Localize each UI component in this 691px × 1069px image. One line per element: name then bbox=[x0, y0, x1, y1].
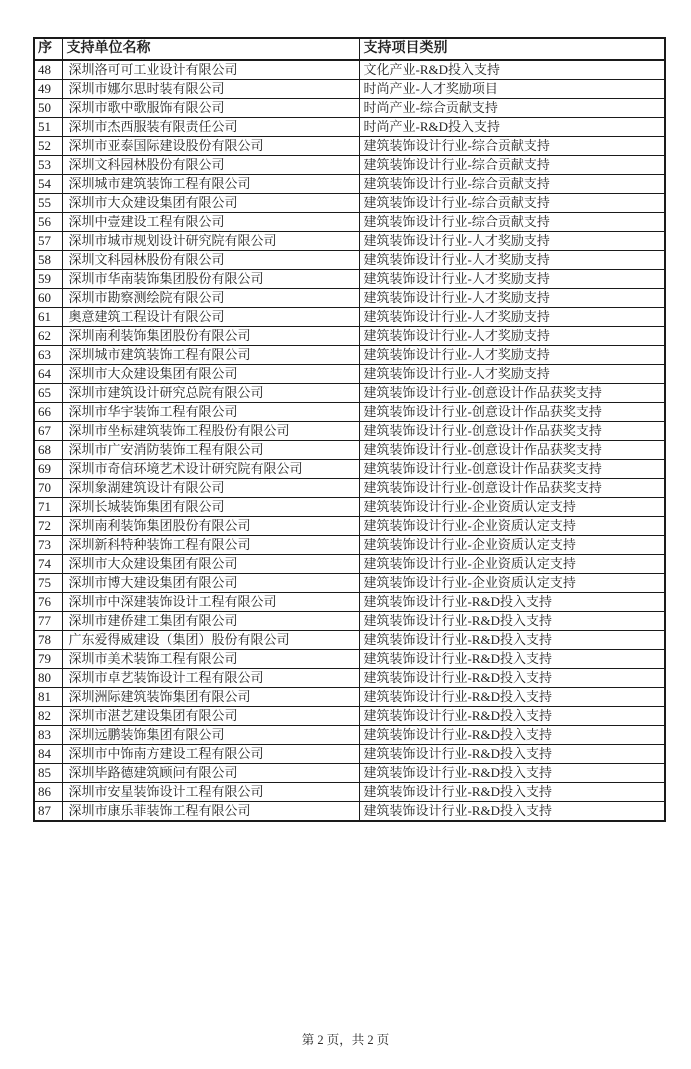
cell-no: 56 bbox=[34, 213, 62, 232]
cell-no: 69 bbox=[34, 460, 62, 479]
table-row bbox=[34, 479, 665, 498]
cell-no: 74 bbox=[34, 555, 62, 574]
table-row bbox=[34, 517, 665, 536]
cell-name: 深圳市中深建装饰设计工程有限公司 bbox=[62, 593, 359, 612]
table-row bbox=[34, 289, 665, 308]
support-units-table bbox=[33, 37, 666, 822]
cell-no: 79 bbox=[34, 650, 62, 669]
cell-no: 68 bbox=[34, 441, 62, 460]
cell-no: 77 bbox=[34, 612, 62, 631]
cell-name: 深圳市大众建设集团有限公司 bbox=[62, 365, 359, 384]
cell-name: 深圳毕路德建筑顾问有限公司 bbox=[62, 764, 359, 783]
cell-no: 52 bbox=[34, 137, 62, 156]
cell-no: 61 bbox=[34, 308, 62, 327]
cell-no: 86 bbox=[34, 783, 62, 802]
cell-no: 58 bbox=[34, 251, 62, 270]
table-row bbox=[34, 441, 665, 460]
cell-category: 建筑装饰设计行业-创意设计作品获奖支持 bbox=[359, 441, 665, 460]
table-header-row bbox=[34, 38, 665, 60]
cell-category: 建筑装饰设计行业-R&D投入支持 bbox=[359, 593, 665, 612]
cell-name: 深圳市建筑设计研究总院有限公司 bbox=[62, 384, 359, 403]
table-row bbox=[34, 764, 665, 783]
col-header-no: 序 bbox=[34, 38, 62, 60]
cell-name: 深圳市大众建设集团有限公司 bbox=[62, 555, 359, 574]
page-footer: 第 2 页，共 2 页 bbox=[301, 1033, 390, 1047]
cell-no: 82 bbox=[34, 707, 62, 726]
cell-name: 深圳市勘察测绘院有限公司 bbox=[62, 289, 359, 308]
table-row bbox=[34, 99, 665, 118]
table-row bbox=[34, 118, 665, 137]
cell-no: 51 bbox=[34, 118, 62, 137]
table-row bbox=[34, 422, 665, 441]
cell-category: 建筑装饰设计行业-人才奖励支持 bbox=[359, 289, 665, 308]
table-row bbox=[34, 251, 665, 270]
cell-category: 建筑装饰设计行业-综合贡献支持 bbox=[359, 213, 665, 232]
cell-no: 72 bbox=[34, 517, 62, 536]
cell-category: 建筑装饰设计行业-R&D投入支持 bbox=[359, 688, 665, 707]
table-row bbox=[34, 783, 665, 802]
table-row bbox=[34, 669, 665, 688]
table-row bbox=[34, 536, 665, 555]
cell-name: 深圳市卓艺装饰设计工程有限公司 bbox=[62, 669, 359, 688]
cell-no: 87 bbox=[34, 802, 62, 822]
cell-name: 深圳市美术装饰工程有限公司 bbox=[62, 650, 359, 669]
cell-category: 建筑装饰设计行业-创意设计作品获奖支持 bbox=[359, 460, 665, 479]
col-header-category: 支持项目类别 bbox=[359, 38, 665, 60]
cell-name: 深圳洛可可工业设计有限公司 bbox=[62, 60, 359, 80]
cell-name: 深圳市中饰南方建设工程有限公司 bbox=[62, 745, 359, 764]
cell-no: 57 bbox=[34, 232, 62, 251]
table-row bbox=[34, 346, 665, 365]
cell-name: 深圳市安星装饰设计工程有限公司 bbox=[62, 783, 359, 802]
cell-category: 建筑装饰设计行业-人才奖励支持 bbox=[359, 270, 665, 289]
cell-no: 65 bbox=[34, 384, 62, 403]
cell-name: 广东爱得威建设（集团）股份有限公司 bbox=[62, 631, 359, 650]
cell-category: 建筑装饰设计行业-R&D投入支持 bbox=[359, 650, 665, 669]
table-row bbox=[34, 612, 665, 631]
cell-no: 73 bbox=[34, 536, 62, 555]
cell-category: 建筑装饰设计行业-人才奖励支持 bbox=[359, 327, 665, 346]
cell-no: 49 bbox=[34, 80, 62, 99]
table-row bbox=[34, 156, 665, 175]
table-row bbox=[34, 270, 665, 289]
cell-category: 建筑装饰设计行业-R&D投入支持 bbox=[359, 764, 665, 783]
cell-name: 深圳远鹏装饰集团有限公司 bbox=[62, 726, 359, 745]
cell-no: 67 bbox=[34, 422, 62, 441]
cell-category: 时尚产业-综合贡献支持 bbox=[359, 99, 665, 118]
cell-category: 建筑装饰设计行业-人才奖励支持 bbox=[359, 308, 665, 327]
table-row bbox=[34, 137, 665, 156]
cell-no: 78 bbox=[34, 631, 62, 650]
cell-no: 55 bbox=[34, 194, 62, 213]
cell-no: 76 bbox=[34, 593, 62, 612]
cell-no: 63 bbox=[34, 346, 62, 365]
cell-name: 深圳南利装饰集团股份有限公司 bbox=[62, 517, 359, 536]
cell-category: 建筑装饰设计行业-R&D投入支持 bbox=[359, 669, 665, 688]
cell-name: 深圳中壹建设工程有限公司 bbox=[62, 213, 359, 232]
cell-name: 深圳市亚泰国际建设股份有限公司 bbox=[62, 137, 359, 156]
table-row bbox=[34, 384, 665, 403]
cell-name: 深圳市建侨建工集团有限公司 bbox=[62, 612, 359, 631]
table-row bbox=[34, 574, 665, 593]
cell-no: 81 bbox=[34, 688, 62, 707]
cell-name: 深圳市奇信环境艺术设计研究院有限公司 bbox=[62, 460, 359, 479]
cell-category: 文化产业-R&D投入支持 bbox=[359, 60, 665, 80]
table-row bbox=[34, 232, 665, 251]
cell-category: 建筑装饰设计行业-R&D投入支持 bbox=[359, 612, 665, 631]
table-row bbox=[34, 213, 665, 232]
cell-category: 建筑装饰设计行业-R&D投入支持 bbox=[359, 745, 665, 764]
cell-no: 50 bbox=[34, 99, 62, 118]
cell-name: 深圳市歌中歌服饰有限公司 bbox=[62, 99, 359, 118]
cell-category: 建筑装饰设计行业-R&D投入支持 bbox=[359, 726, 665, 745]
table-row bbox=[34, 650, 665, 669]
table-row bbox=[34, 707, 665, 726]
cell-category: 建筑装饰设计行业-综合贡献支持 bbox=[359, 156, 665, 175]
cell-no: 84 bbox=[34, 745, 62, 764]
cell-name: 深圳市湛艺建设集团有限公司 bbox=[62, 707, 359, 726]
cell-category: 建筑装饰设计行业-R&D投入支持 bbox=[359, 707, 665, 726]
cell-name: 深圳文科园林股份有限公司 bbox=[62, 156, 359, 175]
table-row bbox=[34, 365, 665, 384]
cell-name: 深圳文科园林股份有限公司 bbox=[62, 251, 359, 270]
cell-name: 深圳新科特种装饰工程有限公司 bbox=[62, 536, 359, 555]
cell-category: 建筑装饰设计行业-创意设计作品获奖支持 bbox=[359, 422, 665, 441]
cell-category: 建筑装饰设计行业-人才奖励支持 bbox=[359, 346, 665, 365]
table-row bbox=[34, 460, 665, 479]
cell-name: 深圳城市建筑装饰工程有限公司 bbox=[62, 175, 359, 194]
table-row bbox=[34, 745, 665, 764]
table-row bbox=[34, 175, 665, 194]
cell-category: 时尚产业-R&D投入支持 bbox=[359, 118, 665, 137]
cell-no: 75 bbox=[34, 574, 62, 593]
cell-no: 85 bbox=[34, 764, 62, 783]
cell-category: 建筑装饰设计行业-企业资质认定支持 bbox=[359, 555, 665, 574]
cell-category: 建筑装饰设计行业-R&D投入支持 bbox=[359, 783, 665, 802]
table-body bbox=[34, 60, 665, 821]
cell-category: 建筑装饰设计行业-创意设计作品获奖支持 bbox=[359, 403, 665, 422]
cell-name: 深圳洲际建筑装饰集团有限公司 bbox=[62, 688, 359, 707]
cell-category: 建筑装饰设计行业-企业资质认定支持 bbox=[359, 498, 665, 517]
table-row bbox=[34, 327, 665, 346]
cell-no: 64 bbox=[34, 365, 62, 384]
cell-no: 54 bbox=[34, 175, 62, 194]
cell-name: 深圳城市建筑装饰工程有限公司 bbox=[62, 346, 359, 365]
cell-name: 深圳市广安消防装饰工程有限公司 bbox=[62, 441, 359, 460]
table-row bbox=[34, 688, 665, 707]
cell-no: 62 bbox=[34, 327, 62, 346]
cell-category: 建筑装饰设计行业-创意设计作品获奖支持 bbox=[359, 384, 665, 403]
cell-category: 建筑装饰设计行业-人才奖励支持 bbox=[359, 365, 665, 384]
cell-category: 建筑装饰设计行业-人才奖励支持 bbox=[359, 232, 665, 251]
cell-name: 深圳象湖建筑设计有限公司 bbox=[62, 479, 359, 498]
cell-no: 70 bbox=[34, 479, 62, 498]
cell-no: 66 bbox=[34, 403, 62, 422]
table-row bbox=[34, 80, 665, 99]
cell-category: 时尚产业-人才奖励项目 bbox=[359, 80, 665, 99]
table-row bbox=[34, 631, 665, 650]
cell-category: 建筑装饰设计行业-企业资质认定支持 bbox=[359, 536, 665, 555]
cell-no: 59 bbox=[34, 270, 62, 289]
cell-category: 建筑装饰设计行业-人才奖励支持 bbox=[359, 251, 665, 270]
cell-name: 深圳市华南装饰集团股份有限公司 bbox=[62, 270, 359, 289]
cell-no: 83 bbox=[34, 726, 62, 745]
table-row bbox=[34, 555, 665, 574]
table-row bbox=[34, 726, 665, 745]
cell-name: 深圳市康乐菲装饰工程有限公司 bbox=[62, 802, 359, 822]
cell-name: 深圳长城装饰集团有限公司 bbox=[62, 498, 359, 517]
table-row bbox=[34, 403, 665, 422]
table-row bbox=[34, 60, 665, 80]
cell-no: 80 bbox=[34, 669, 62, 688]
cell-no: 60 bbox=[34, 289, 62, 308]
table-row bbox=[34, 194, 665, 213]
cell-category: 建筑装饰设计行业-综合贡献支持 bbox=[359, 175, 665, 194]
table-row bbox=[34, 802, 665, 822]
cell-category: 建筑装饰设计行业-综合贡献支持 bbox=[359, 137, 665, 156]
cell-name: 深圳市坐标建筑装饰工程股份有限公司 bbox=[62, 422, 359, 441]
cell-name: 深圳市大众建设集团有限公司 bbox=[62, 194, 359, 213]
cell-name: 深圳市娜尔思时装有限公司 bbox=[62, 80, 359, 99]
cell-category: 建筑装饰设计行业-R&D投入支持 bbox=[359, 802, 665, 822]
cell-no: 71 bbox=[34, 498, 62, 517]
cell-category: 建筑装饰设计行业-综合贡献支持 bbox=[359, 194, 665, 213]
table-row bbox=[34, 308, 665, 327]
cell-name: 深圳市博大建设集团有限公司 bbox=[62, 574, 359, 593]
table-row bbox=[34, 498, 665, 517]
col-header-name: 支持单位名称 bbox=[62, 38, 359, 60]
cell-no: 48 bbox=[34, 60, 62, 80]
cell-category: 建筑装饰设计行业-创意设计作品获奖支持 bbox=[359, 479, 665, 498]
cell-name: 深圳市华宇装饰工程有限公司 bbox=[62, 403, 359, 422]
cell-category: 建筑装饰设计行业-企业资质认定支持 bbox=[359, 574, 665, 593]
cell-name: 奥意建筑工程设计有限公司 bbox=[62, 308, 359, 327]
cell-name: 深圳南利装饰集团股份有限公司 bbox=[62, 327, 359, 346]
cell-name: 深圳市城市规划设计研究院有限公司 bbox=[62, 232, 359, 251]
cell-category: 建筑装饰设计行业-R&D投入支持 bbox=[359, 631, 665, 650]
cell-name: 深圳市杰西服装有限责任公司 bbox=[62, 118, 359, 137]
cell-no: 53 bbox=[34, 156, 62, 175]
table-row bbox=[34, 593, 665, 612]
cell-category: 建筑装饰设计行业-企业资质认定支持 bbox=[359, 517, 665, 536]
